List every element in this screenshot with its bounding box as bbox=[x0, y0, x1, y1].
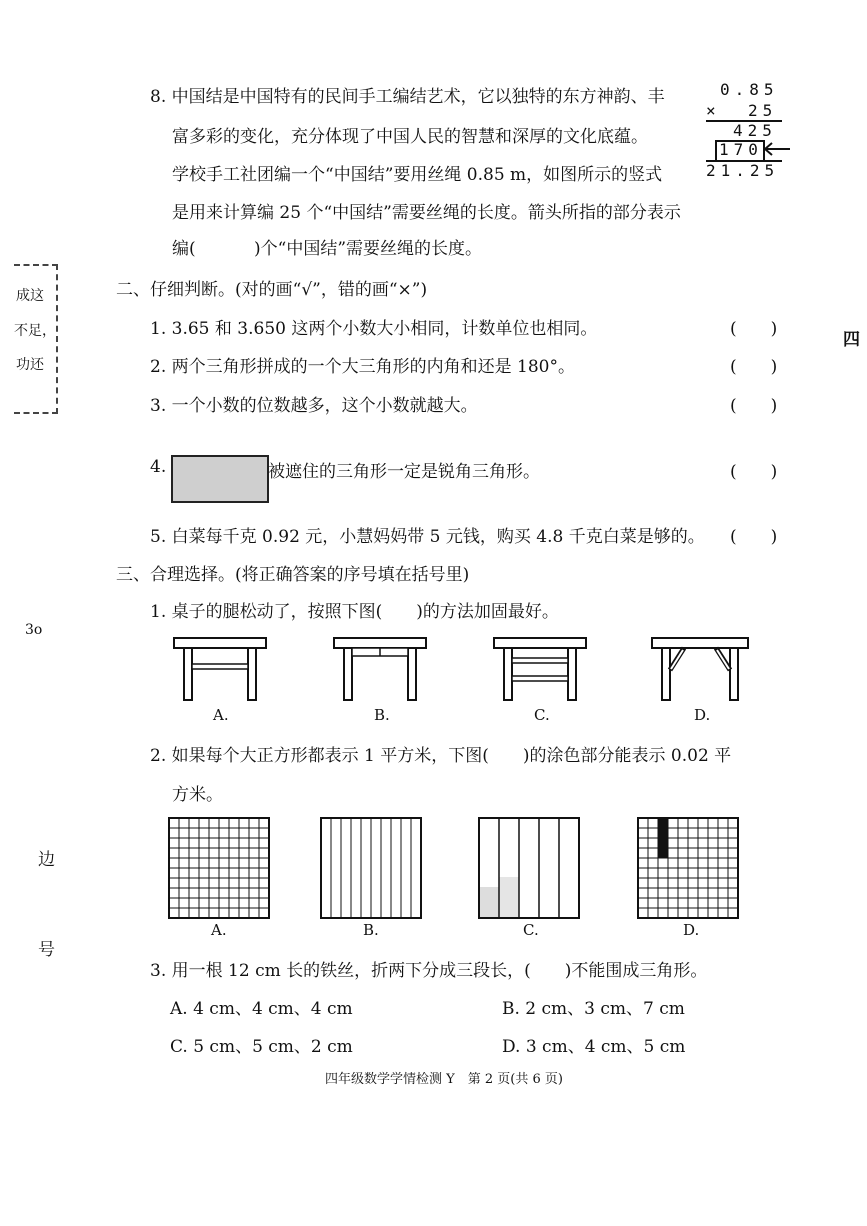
grid-d-figure bbox=[637, 817, 739, 919]
grid-b-figure bbox=[320, 817, 422, 919]
table-b-label: B. bbox=[374, 706, 390, 724]
s3-q1: 1. 桌子的腿松动了，按照下图( )的方法加固最好。 bbox=[150, 602, 559, 622]
grid-c-label: C. bbox=[523, 921, 539, 939]
s3-q3-option-a: A. 4 cm、4 cm、4 cm bbox=[170, 999, 353, 1019]
right-edge-char: 四 bbox=[843, 330, 860, 350]
grid-c-figure bbox=[478, 817, 580, 919]
s2-answer5[interactable]: ( ) bbox=[730, 527, 778, 547]
s2-item4: 被遮住的三角形一定是锐角三角形。 bbox=[268, 462, 540, 482]
q8-line4: 是用来计算编 25 个“中国结”需要丝绳的长度。箭头所指的部分表示 bbox=[172, 203, 681, 223]
s2-answer3[interactable]: ( ) bbox=[730, 396, 778, 416]
s2-item5: 5. 白菜每千克 0.92 元，小慧妈妈带 5 元钱，购买 4.8 千克白菜是够的。 bbox=[150, 527, 705, 547]
arrow-left-icon bbox=[762, 141, 792, 157]
binding-note-line3: 功还 bbox=[16, 357, 44, 373]
calc-row-multiplier: 25 bbox=[748, 101, 778, 120]
s3-q2-line2: 方米。 bbox=[172, 785, 223, 805]
s3-q2-line1: 2. 如果每个大正方形都表示 1 平方米，下图( )的涂色部分能表示 0.02 平 bbox=[150, 746, 732, 766]
table-b-figure bbox=[330, 636, 430, 702]
margin-mark: 3o bbox=[25, 622, 43, 638]
calc-row-multiplicand: 0.85 bbox=[720, 80, 779, 99]
table-a-label: A. bbox=[213, 706, 229, 724]
q8-answer-blank[interactable] bbox=[202, 236, 252, 256]
s2-item1: 1. 3.65 和 3.650 这两个小数大小相同，计数单位也相同。 bbox=[150, 319, 598, 339]
margin-char-hao: 号 bbox=[38, 940, 55, 960]
binding-note-line1: 成这 bbox=[16, 288, 44, 304]
s2-item3: 3. 一个小数的位数越多，这个小数就越大。 bbox=[150, 396, 478, 416]
s2-answer1[interactable]: ( ) bbox=[730, 319, 778, 339]
calc-product: 21.25 bbox=[706, 161, 780, 180]
s3-q3-option-d: D. 3 cm、4 cm、5 cm bbox=[502, 1037, 686, 1057]
grid-d-label: D. bbox=[683, 921, 700, 939]
calc-times-sign: × bbox=[706, 101, 721, 120]
q8-line2: 富多彩的变化，充分体现了中国人民的智慧和深厚的文化底蕴。 bbox=[172, 127, 648, 147]
q8-line5-end: )个“中国结”需要丝绳的长度。 bbox=[254, 239, 483, 259]
s3-q3-option-b: B. 2 cm、3 cm、7 cm bbox=[502, 999, 685, 1019]
section2-title: 二、仔细判断。(对的画“√”，错的画“×”) bbox=[116, 280, 428, 300]
grid-a-label: A. bbox=[211, 921, 227, 939]
q8-line3: 学校手工社团编一个“中国结”要用丝绳 0.85 m，如图所示的竖式 bbox=[172, 165, 663, 185]
calc-partial-1: 425 bbox=[733, 121, 777, 140]
q8-line5-start: 编( bbox=[172, 239, 196, 259]
s3-q3: 3. 用一根 12 cm 长的铁丝，折两下分成三段长，( )不能围成三角形。 bbox=[150, 961, 708, 981]
calc-partial-2: 170 bbox=[719, 140, 763, 159]
s3-q3-option-c: C. 5 cm、5 cm、2 cm bbox=[170, 1037, 353, 1057]
grid-b-label: B. bbox=[363, 921, 379, 939]
table-a-figure bbox=[170, 636, 270, 702]
table-c-figure bbox=[490, 636, 590, 702]
grid-a-figure bbox=[168, 817, 270, 919]
margin-char-bian: 边 bbox=[38, 850, 55, 870]
covered-triangle-card bbox=[171, 455, 269, 503]
binding-note-line2: 不足， bbox=[14, 323, 56, 339]
s2-item2: 2. 两个三角形拼成的一个大三角形的内角和还是 180°。 bbox=[150, 357, 575, 377]
table-d-figure bbox=[650, 636, 750, 702]
table-d-label: D. bbox=[694, 706, 711, 724]
s2-answer4[interactable]: ( ) bbox=[730, 462, 778, 482]
s2-item4-num: 4. bbox=[150, 457, 167, 477]
page-footer: 四年级数学学情检测 Y 第 2 页(共 6 页) bbox=[325, 1072, 563, 1087]
s2-answer2[interactable]: ( ) bbox=[730, 357, 778, 377]
table-c-label: C. bbox=[534, 706, 550, 724]
q8-line1: 8. 中国结是中国特有的民间手工编结艺术，它以独特的东方神韵、丰 bbox=[150, 87, 665, 107]
section3-title: 三、合理选择。(将正确答案的序号填在括号里) bbox=[116, 565, 470, 585]
